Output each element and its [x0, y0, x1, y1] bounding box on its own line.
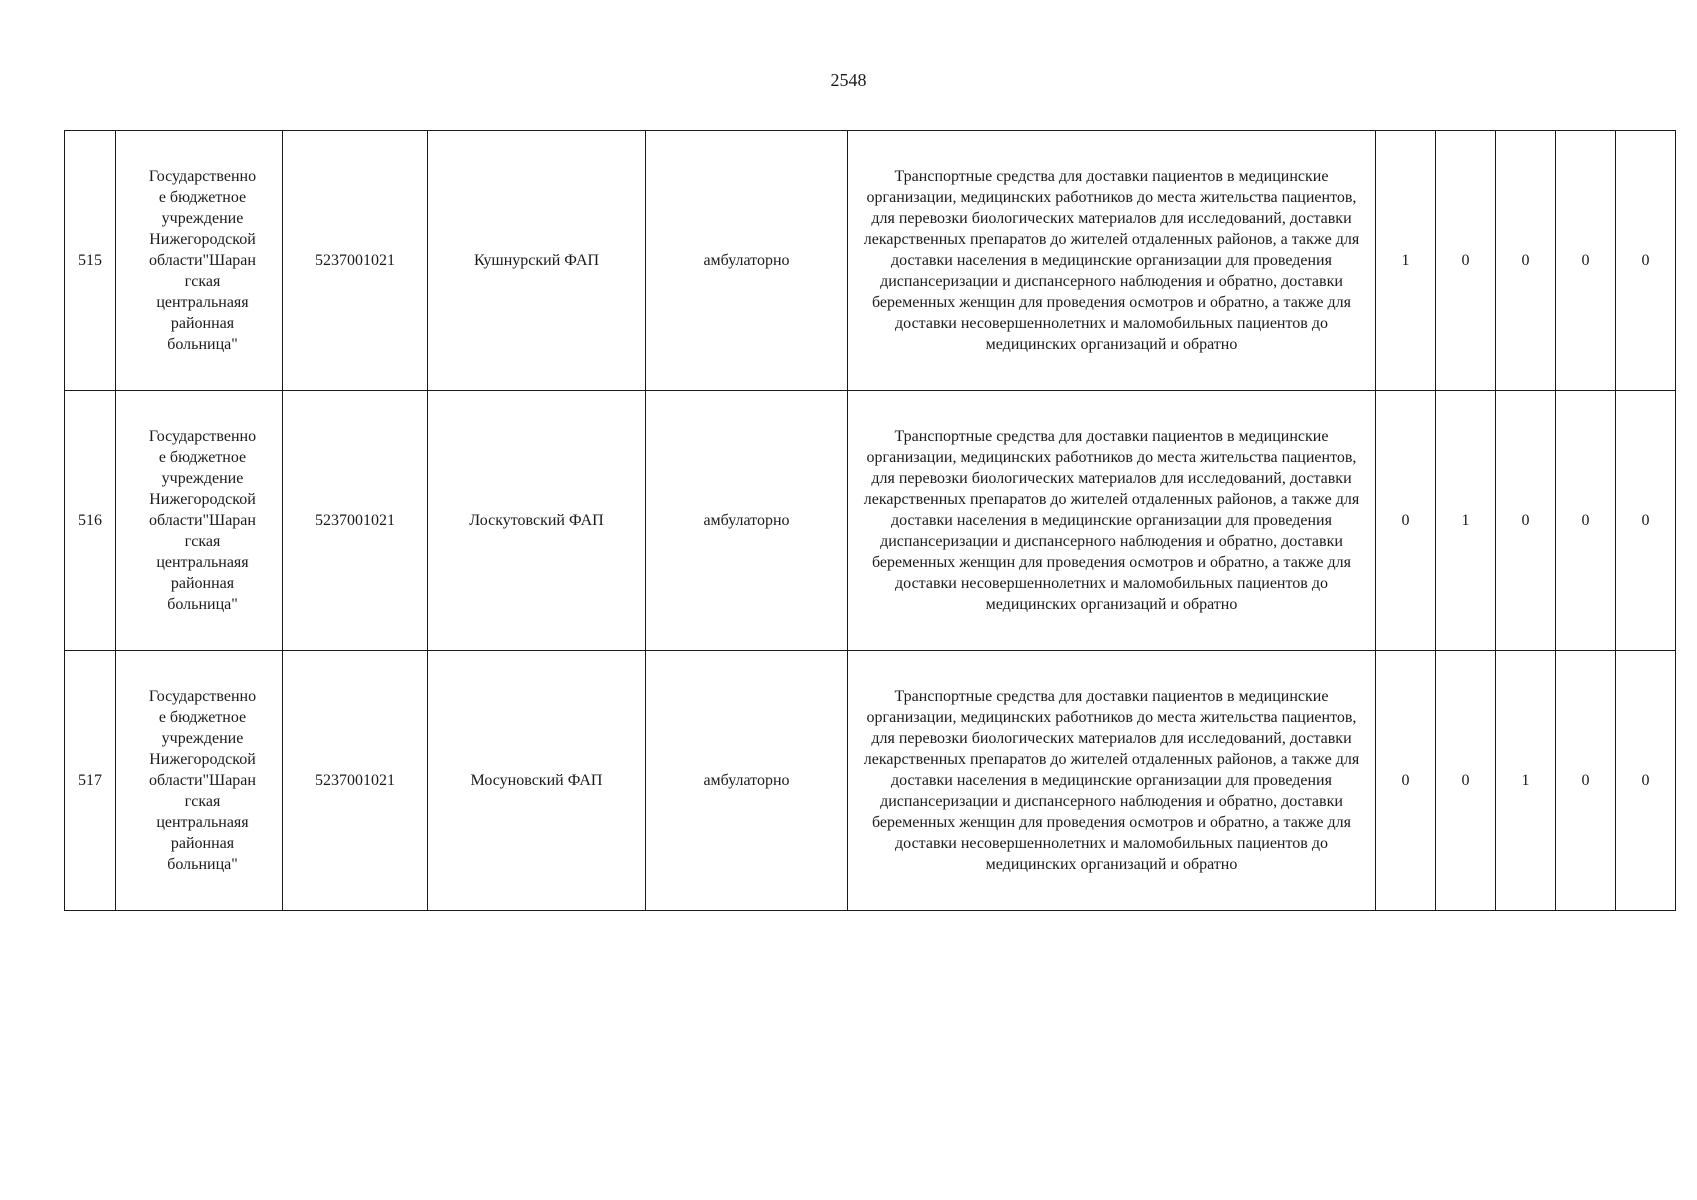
value-cell: 0: [1376, 651, 1436, 911]
conditions-cell: амбулаторно: [646, 131, 848, 391]
value-cell: 1: [1376, 131, 1436, 391]
value-cell: 0: [1376, 391, 1436, 651]
conditions-cell: амбулаторно: [646, 391, 848, 651]
description-cell: Транспортные средства для доставки пациентов в медицинские организации, медицинских работников до места жительства пациентов, для перевозки биологических материалов для исследований, доставки лекарственных препаратов до жителей отдаленных районов, а также для доставки населения в медицинские организации для проведения диспансеризации и диспансерного наблюдения и обратно, доставки беременных женщин для проведения осмотров и обратно, а также для доставки несовершеннолетних и маломобильных пациентов до медицинских организаций и обратно: [848, 131, 1376, 391]
row-number-cell: 515: [65, 131, 116, 391]
table-row: [65, 651, 1676, 911]
value-cell: 1: [1436, 391, 1496, 651]
value-cell: 0: [1556, 391, 1616, 651]
value-cell: 0: [1436, 131, 1496, 391]
organization-cell: [116, 651, 283, 911]
value-cell: 0: [1616, 131, 1676, 391]
inn-cell: 5237001021: [283, 131, 428, 391]
value-cell: 0: [1496, 131, 1556, 391]
value-cell: 0: [1496, 391, 1556, 651]
organization-cell: [116, 391, 283, 651]
organization-text: Государственно е бюджетное учреждение Нижегородской области"Шаран гская центральнаяя районная больница": [148, 688, 257, 873]
value-cell: 0: [1556, 651, 1616, 911]
organization-text: Государственно е бюджетное учреждение Нижегородской области"Шаран гская центральнаяя районная больница": [148, 428, 257, 613]
row-number-cell: 516: [65, 391, 116, 651]
conditions-cell: амбулаторно: [646, 651, 848, 911]
row-number-cell: 517: [65, 651, 116, 911]
inn-cell: 5237001021: [283, 391, 428, 651]
description-cell: Транспортные средства для доставки пациентов в медицинские организации, медицинских работников до места жительства пациентов, для перевозки биологических материалов для исследований, доставки лекарственных препаратов до жителей отдаленных районов, а также для доставки населения в медицинские организации для проведения диспансеризации и диспансерного наблюдения и обратно, доставки беременных женщин для проведения осмотров и обратно, а также для доставки несовершеннолетних и маломобильных пациентов до медицинских организаций и обратно: [848, 391, 1376, 651]
description-cell: Транспортные средства для доставки пациентов в медицинские организации, медицинских работников до места жительства пациентов, для перевозки биологических материалов для исследований, доставки лекарственных препаратов до жителей отдаленных районов, а также для доставки населения в медицинские организации для проведения диспансеризации и диспансерного наблюдения и обратно, доставки беременных женщин для проведения осмотров и обратно, а также для доставки несовершеннолетних и маломобильных пациентов до медицинских организаций и обратно: [848, 651, 1376, 911]
page-number: 2548: [830, 70, 867, 90]
organization-cell: [116, 131, 283, 391]
facility-name-cell: Мосуновский ФАП: [428, 651, 646, 911]
table-row: [65, 131, 1676, 391]
value-cell: 0: [1616, 391, 1676, 651]
inn-cell: 5237001021: [283, 651, 428, 911]
data-table: [64, 130, 1676, 911]
table-row: [65, 391, 1676, 651]
value-cell: 1: [1496, 651, 1556, 911]
facility-name-cell: Лоскутовский ФАП: [428, 391, 646, 651]
facility-name-cell: Кушнурский ФАП: [428, 131, 646, 391]
value-cell: 0: [1556, 131, 1616, 391]
organization-text: Государственно е бюджетное учреждение Нижегородской области"Шаран гская центральнаяя районная больница": [148, 168, 257, 353]
value-cell: 0: [1436, 651, 1496, 911]
value-cell: 0: [1616, 651, 1676, 911]
